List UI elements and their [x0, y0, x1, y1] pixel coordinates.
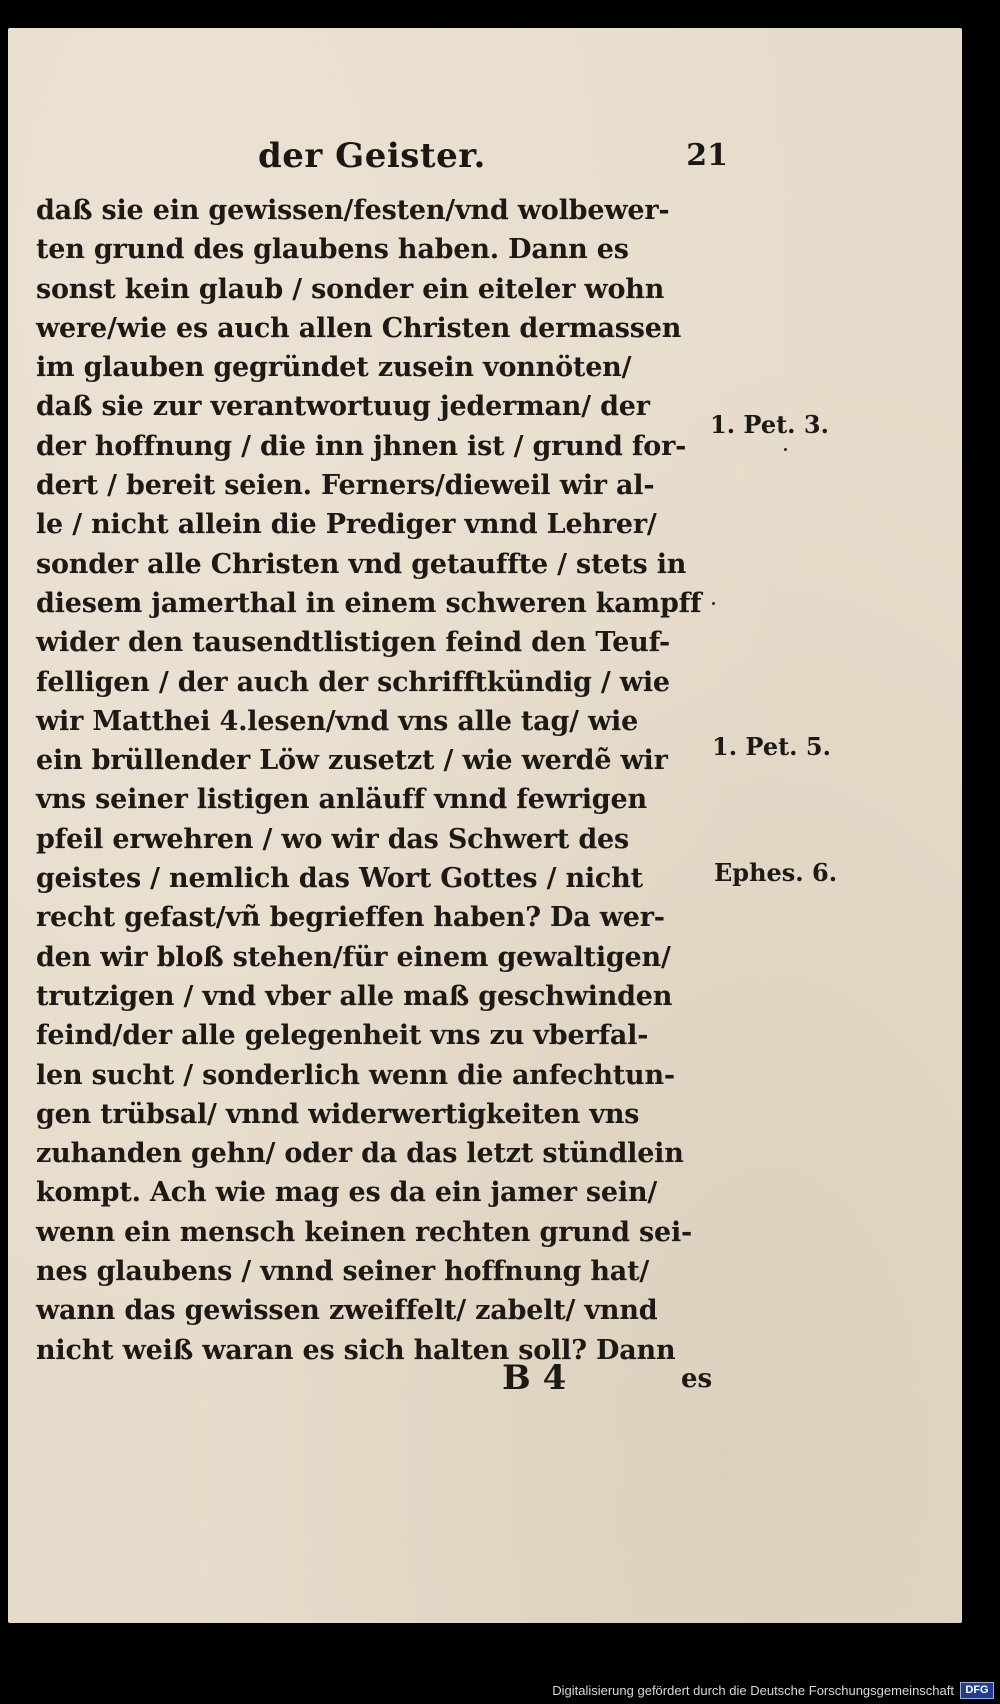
text-line: diesem jamerthal in einem schweren kampff — [36, 587, 702, 619]
speck — [712, 602, 715, 605]
text-line: gen trübsal/ vnnd widerwertigkeiten vns — [36, 1098, 640, 1130]
text-line: wann das gewissen zweiffelt/ zabelt/ vnnd — [36, 1295, 658, 1327]
text-line: pfeil erwehren / wo wir das Schwert des — [36, 823, 630, 855]
text-line: geistes / nemlich das Wort Gottes / nicht — [36, 863, 643, 895]
text-line: kompt. Ach wie mag es da ein jamer sein/ — [36, 1177, 658, 1209]
text-line: wir Matthei 4.lesen/vnd vns alle tag/ wie — [36, 705, 639, 737]
text-line: were/wie es auch allen Christen dermassen — [36, 312, 682, 344]
text-line: feind/der alle gelegenheit vns zu vberfal- — [36, 1020, 649, 1052]
book-page — [8, 28, 962, 1623]
text-line: le / nicht allein die Prediger vnnd Lehrer/ — [36, 509, 657, 541]
text-line: len sucht / sonderlich wenn die anfechtun- — [36, 1059, 675, 1091]
text-line: der hoffnung / die inn jhnen ist / grund for- — [36, 430, 687, 462]
text-line: dert / bereit seien. Ferners/dieweil wir al- — [36, 470, 655, 502]
text-line: nes glaubens / vnnd seiner hoffnung hat/ — [36, 1256, 650, 1288]
text-line: ten grund des glaubens haben. Dann es — [36, 234, 629, 266]
text-line: den wir bloß stehen/für einem gewaltigen/ — [36, 941, 671, 973]
text-line: wider den tausendtlistigen feind den Teuf- — [36, 627, 671, 659]
text-line: trutzigen / vnd vber alle maß geschwinden — [36, 980, 673, 1012]
margin-note: 1. Pet. 5. — [712, 732, 831, 761]
text-line: zuhanden gehn/ oder da das letzt stündlein — [36, 1138, 684, 1170]
text-line: wenn ein mensch keinen rechten grund sei- — [36, 1216, 693, 1248]
text-line: nicht weiß waran es sich halten soll? Dann — [36, 1334, 676, 1366]
running-title: der Geister. — [258, 136, 486, 176]
text-line: daß sie zur verantwortuug jederman/ der — [36, 391, 650, 423]
credit-bar — [0, 1676, 1000, 1704]
text-line: sonst kein glaub / sonder ein eiteler wohn — [36, 273, 665, 305]
page-footer — [8, 1358, 962, 1408]
text-line: im glauben gegründet zusein vonnöten/ — [36, 352, 632, 384]
text-line: recht gefast/vñ begrieffen haben? Da wer- — [36, 902, 665, 934]
margin-note: Ephes. 6. — [714, 858, 838, 887]
signature-mark: B 4 — [502, 1358, 567, 1398]
dfg-logo: DFG — [960, 1682, 994, 1699]
text-line: vns seiner listigen anläuff vnnd fewrigen — [36, 784, 647, 816]
text-line: felligen / der auch der schrifftkündig / wie — [36, 666, 670, 698]
text-line: sonder alle Christen vnd getauffte / stets in — [36, 548, 687, 580]
funding-credit: Digitalisierung gefördert durch die Deutsche Forschungsgemeinschaft — [552, 1683, 954, 1698]
margin-note: 1. Pet. 3. — [710, 410, 829, 439]
text-line: daß sie ein gewissen/festen/vnd wolbewer- — [36, 195, 670, 226]
speck — [784, 448, 787, 451]
catchword: es — [681, 1364, 713, 1394]
page-number: 21 — [686, 138, 728, 173]
text-line: ein brüllender Löw zusetzt / wie werdẽ wir — [36, 745, 668, 777]
